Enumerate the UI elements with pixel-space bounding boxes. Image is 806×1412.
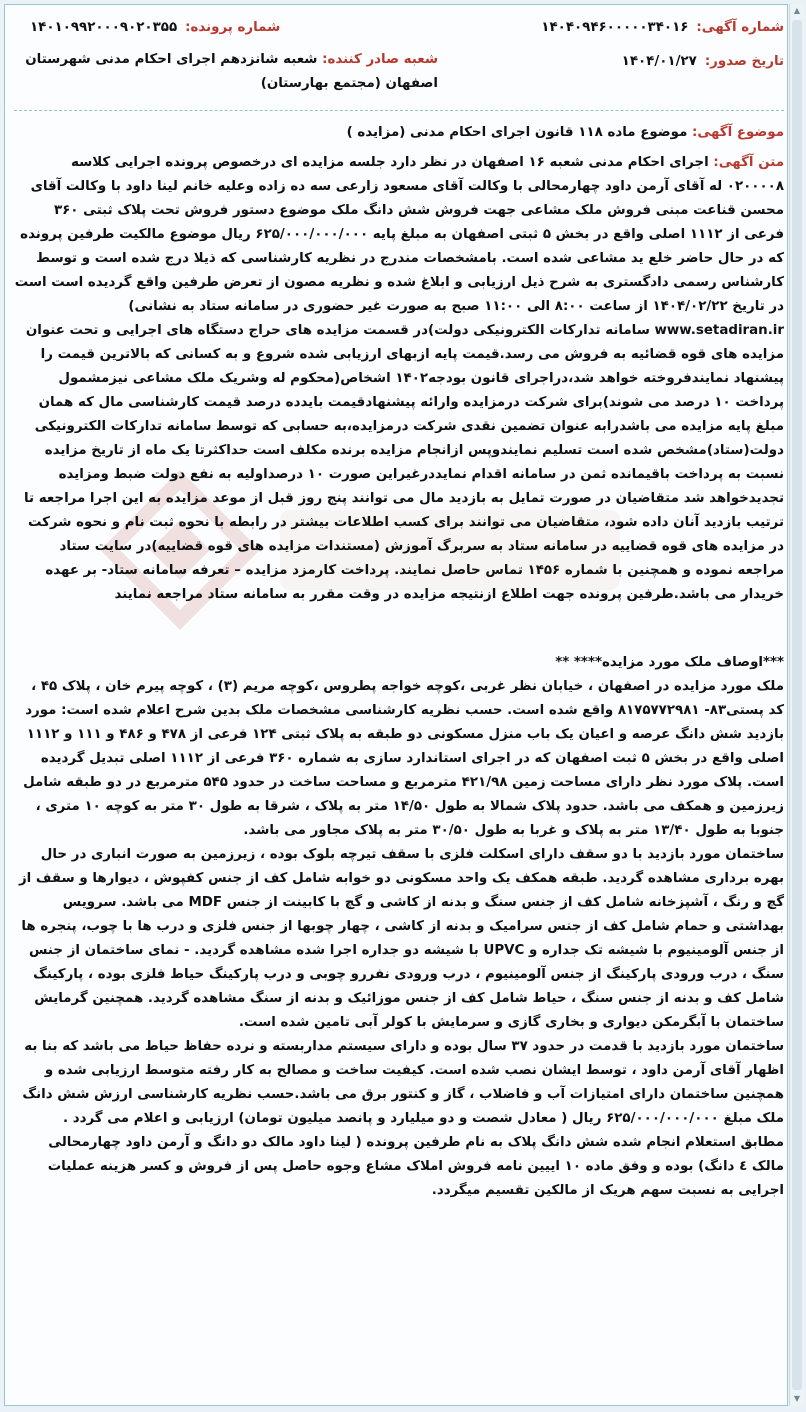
case-number-label: شماره پرونده:: [185, 20, 281, 35]
ad-number-label: شماره آگهی:: [696, 20, 784, 35]
property-paragraph-4: مطابق استعلام انجام شده شش دانگ پلاک به نام طرفین پرونده ( لینا داود مالک دو دانگ و آرمن داود چهارمحالی مالک ٤ دانگ) بوده و وفق ماده ۱۰ اییین نامه فروش املاک مشاع وجوه حاصل پس از فروش و کسر هزینه عملیات اجرایی به نسبت سهم هریک از مالکین تقسیم میگردد.: [47, 1135, 784, 1198]
issue-date-field: [622, 48, 784, 76]
subject-label: موضوع آگهی:: [692, 125, 784, 140]
case-number: ۱۴۰۱۰۹۹۲۰۰۰۹۰۲۰۳۵۵: [30, 20, 178, 35]
ad-text-body: اجرای احکام مدنی شعبه ۱۶ اصفهان در نظر دارد جلسه مزایده ای درخصوص پرونده اجرایی کلاسه ۰۲۰۰۰۰۸ له آقای آرمن داود چهارمحالی با وکالت آقای مسعود زارعی سه ده زاده وعلیه خانم لینا داود با وکالت آقای محسن قناعت مبنی فروش ملک مشاعی جهت فروش شش دانگ ملک موضوع دستور فروش تحت پلاک ثبتی ۳۶۰ فرعی از ۱۱۱۲ اصلی واقع در بخش ۵ ثبتی اصفهان به مبلغ پایه ۶۲۵/۰۰۰/۰۰۰/۰۰۰ ریال موضوع مالکیت طرفین پرونده که در حال حاضر خلع ید مشاعی شده است. بامشخصات مندرج در نظریه کارشناسی که ذیلا درج شده است و توسط کارشناس رسمی دادگستری به شرح ذیل ارزیابی و ابلاغ شده و نظریه مصون از تعرض طرفین واقع گردیده است است در تاریخ ۱۴۰۴/۰۲/۲۲ از ساعت ۸:۰۰ الی ۱۱:۰۰ صبح به صورت غیر حضوری در سامانه ستاد به نشانی) www.setadiran.ir سامانه تدارکات الکترونیکی دولت)در قسمت مزایده های حراج دستگاه های اجرایی و تحت عنوان مزایده های قوه قضائیه به فروش می رسد.قیمت پایه ازبهای ارزیابی شده شروع و به کسانی که بالاترین قیمت را پیشنهاد نمایندفروخته خواهد شد،دراجرای قانون بودجه۱۴۰۲ اشخاص(محکوم له وشریک ملک مشاعی نیزمشمول پرداخت ۱۰ درصد می شوند)برای شرکت درمزایده وارائه پیشنهادقیمت بایدده درصد قیمت کارشناسی مال که همان مبلغ پایه مزایده می باشدرابه عنوان تضمین نقدی شرکت درمزایده،به حسابی که توسط سامانه تدارکات الکترونیکی دولت(ستاد)مشخص شده است تسلیم نمایندوپس ازانجام مزایده برنده مکلف است حداکثرتا یک ماه از تاریخ مزایده نسبت به پرداخت باقیمانده ثمن در سامانه اقدام نمایددرغیراین صورت ۱۰ درصداولیه به نفع دولت ضبط ومزایده تجدیدخواهد شد متقاضیان در صورت تمایل به بازدید مال می توانند پنج روز قبل از موعد مزایده به این اجرا مراجعه تا ترتیب بازدید آنان داده شود، متقاضیان می توانند برای کسب اطلاعات بیشتر در رابطه با نحوه ثبت نام و نحوه شرکت در مزایده های قوه قضاییه در سامانه ستاد به سربرگ آموزش (مستندات مزایده های قوه قضاییه)در سایت ستاد مراجعه نموده و همچنین با شماره ۱۴۵۶ تماس حاصل نمایند. پرداخت کارمزد مزایده – تعرفه سامانه ستاد- بر عهده خریدار می باشد.طرفین پرونده جهت اطلاع ازنتیجه مزایده در وقت مقرر به سامانه ستاد مراجعه نمایند: [14, 155, 784, 602]
issuer-label: شعبه صادر کننده:: [322, 52, 438, 67]
issue-date-label: تاریخ صدور:: [704, 54, 784, 69]
ad-body: [14, 151, 784, 607]
issue-date: ۱۴۰۴/۰۱/۲۷: [621, 54, 697, 69]
ad-number: ۱۴۰۴۰۹۴۶۰۰۰۰۰۳۴۰۱۶: [541, 20, 689, 35]
property-section-title: ***اوصاف ملک مورد مزایده**** **: [555, 655, 784, 670]
spacer: [14, 607, 784, 651]
property-paragraph-2: ساختمان مورد بازدید با دو سقف دارای اسکلت فلزی با سقف تیرچه بلوک بوده ، زیرزمین به صورت انباری در حال بهره برداری مشاهده گردید. طبقه همکف یک واحد مسکونی دو خوابه شامل کف از جنس کفپوش ، دیوارها و سقف از گچ و رنگ ، آشپزخانه شامل کف از جنس سنگ و بدنه از کاشی و گچ با کابینت از جنس MDF می باشد. سرویس بهداشتی و حمام شامل کف از جنس سرامیک و بدنه از کاشی ، چهار چوبها از جنس فلزی و درب ها با چوب، پنجره ها از جنس آلومینیوم با شیشه تک جداره و UPVC با شیشه دو جداره اجرا شده مشاهده گردید. - نمای ساختمان از جنس سنگ ، درب ورودی پارکینگ از جنس آلومینیوم ، درب ورودی نفررو چوبی و درب پارکینگ حیاط فلزی بوده ، پارکینگ شامل کف و بدنه از جنس سنگ ، حیاط شامل کف از جنس موزائیک و بدنه از سنگ مشاهده گردید. همچنین گرمایش ساختمان با آبگرمکن دیواری و بخاری گازی و سرمایش با کولر آبی تامین شده است.: [18, 847, 784, 1030]
scroll-up-arrow-icon[interactable]: ▲: [793, 6, 801, 15]
ad-text-label: متن آگهی:: [713, 155, 784, 170]
ad-content: [14, 14, 784, 1203]
case-number-field: [30, 16, 280, 40]
separator: [14, 110, 784, 111]
vertical-scrollbar[interactable]: [789, 4, 804, 1406]
issuer: شعبه شانزدهم اجرای احکام مدنی شهرستان اصفهان (مجتمع بهارستان): [25, 52, 438, 91]
ad-number-field: [541, 16, 784, 40]
issuer-field: [18, 48, 438, 96]
header-row-1: [14, 14, 784, 42]
subject-row: [14, 121, 784, 147]
header-row-2: [14, 48, 784, 96]
scroll-down-arrow-icon[interactable]: ▼: [793, 1394, 801, 1403]
scrollbar-thumb[interactable]: [792, 20, 802, 1390]
subject-text: موضوع ماده ۱۱۸ قانون اجرای احکام مدنی (مزایده ): [346, 125, 688, 140]
property-paragraph-1: ملک مورد مزایده در اصفهان ، خیابان نظر غربی ،کوچه خواجه پطروس ،کوچه مریم (۳) ، کوچه پیرم خان ، پلاک ۴۵ ، کد پستی۸۳- ۸۱۷۵۷۷۲۹۸۱ واقع شده است. حسب نظریه کارشناسی مشخصات ملک بدین شرح اعلام شده است: مورد بازدید شش دانگ عرصه و اعیان یک باب منزل مسکونی دو طبقه به پلاک ثبتی ۱۲۴ فرعی از ۴۷۸ و ۴۸۶ و ۱۱۱ و ۱۱۱۲ اصلی واقع در بخش ۵ ثبت اصفهان که در اجرای استاندارد سازی به شماره ۳۶۰ فرعی از ۱۱۱۲ اصلی تبدیل گردیده است. پلاک مورد نظر دارای مساحت زمین ۴۲۱/۹۸ مترمربع و مساحت ساخت در حدود ۵۴۵ مترمربع در دو طبقه شامل زیرزمین و همکف می باشد. حدود پلاک شمالا به طول ۱۴/۵۰ متر به پلاک ، شرقا به طول ۳۰ متر به کوچه ۱۰ متری ، جنوبا به طول ۱۳/۴۰ متر به پلاک و غربا به طول ۳۰/۵۰ متر به پلاک مجاور می باشد.: [23, 679, 784, 838]
property-paragraph-3: ساختمان مورد بازدید با قدمت در حدود ۳۷ سال بوده و دارای سیستم مداربسته و نرده حفاظ حیاط می باشد که بنا به اظهار آقای آرمن داود ، توسط ایشان نصب شده است. کیفیت ساخت و مصالح به کار رفته متوسط ارزیابی شده و همچنین ساختمان دارای امتیازات آب و فاضلاب ، گاز و کنتور برق می باشد.حسب نظریه کارشناسی ارزش شش دانگ ملک مبلغ ۶۲۵/۰۰۰/۰۰۰/۰۰۰ ریال ( معادل شصت و دو میلیارد و پانصد میلیون تومان) ارزیابی و اعلام می گردد .: [22, 1039, 784, 1126]
